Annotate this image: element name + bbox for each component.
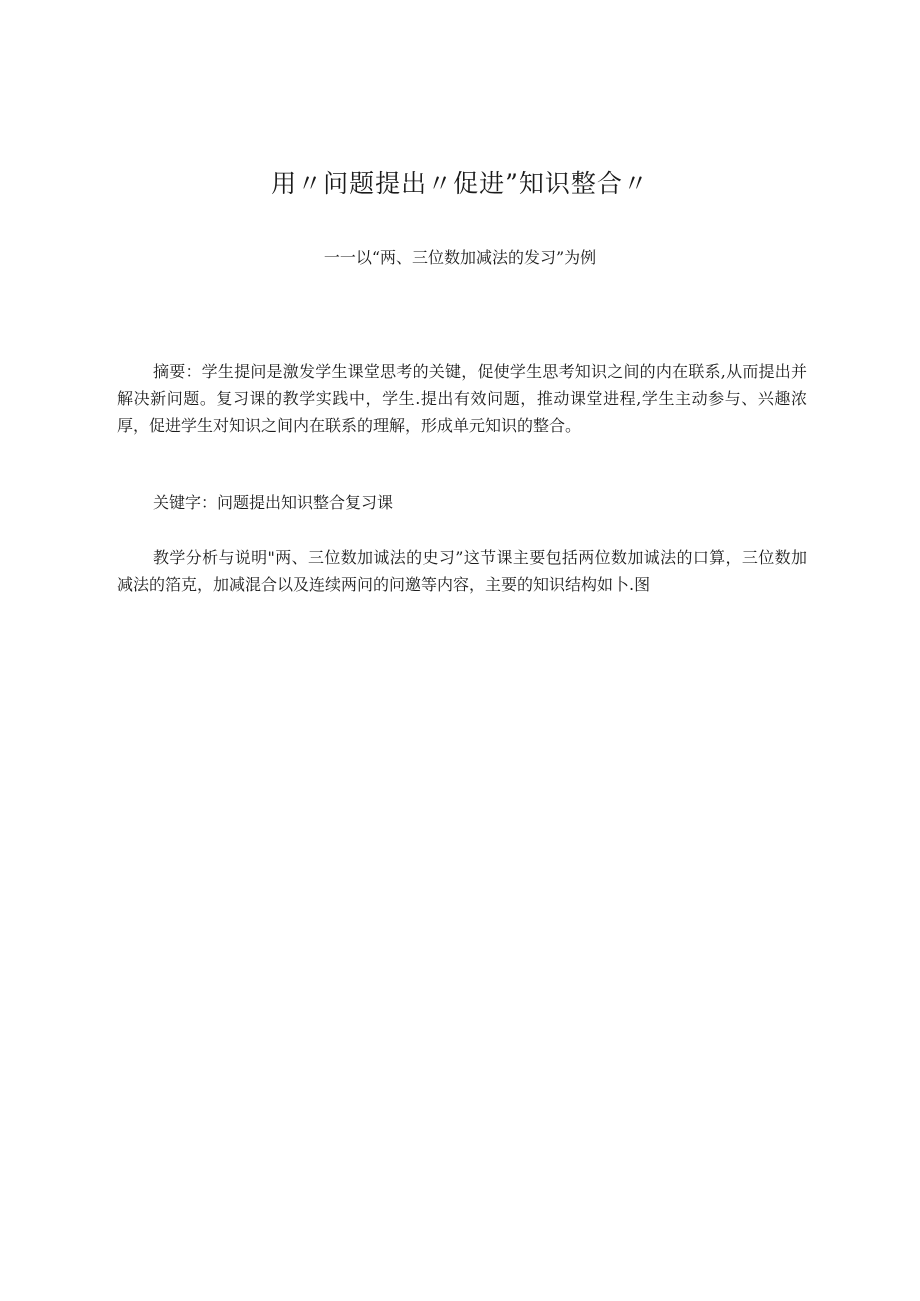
- abstract-paragraph: 摘要：学生提问是激发学生课堂思考的关键，促使学生思考知识之间的内在联系,从而提出并解决新问题。复习课的教学实践中，学生.提出有效问题，推动课堂进程,学生主动参与、兴趣浓厚，促进学生对知识之间内在联系的理解，形成单元知识的整合。: [117, 362, 807, 435]
- document-subtitle: 一一以“两、三位数加减法的发习”为例: [323, 248, 597, 267]
- analysis-paragraph: 教学分析与说明"两、三位数加诚法的史习”这节课主要包括两位数加诚法的口算，三位数加减法的箔克，加减混合以及连续两问的问邀等内容，主要的知识结构如卜.图: [117, 548, 807, 594]
- keywords-paragraph: 关键字：问题提出知识整合复习课: [153, 493, 394, 512]
- document-title: 用〃问题提出〃促进”知识整合〃: [271, 169, 649, 198]
